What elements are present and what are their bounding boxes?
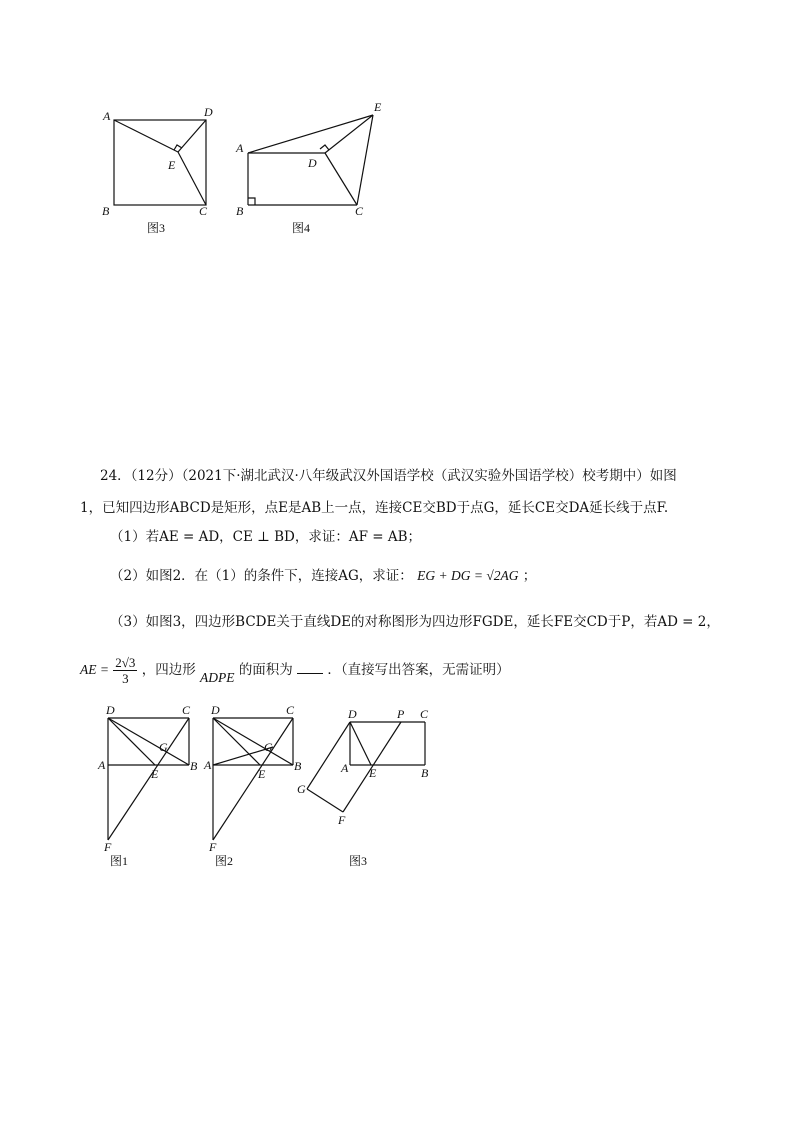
label-c: C	[286, 703, 295, 717]
label-d: D	[348, 707, 357, 721]
label-e: E	[168, 158, 176, 172]
label-g: G	[264, 740, 273, 754]
label-d: D	[106, 703, 115, 717]
label-e: E	[258, 767, 266, 781]
question-2-text: （2）如图2．在（1）的条件下，连接AG，求证：	[110, 568, 413, 584]
segment-dg	[307, 722, 350, 789]
figure-4	[235, 100, 382, 235]
figure-3-reflection	[297, 707, 429, 868]
label-c: C	[420, 707, 429, 721]
area-text: 的面积为	[238, 662, 293, 678]
label-g: G	[297, 782, 306, 796]
problem-header: 24．（12分）（2021下·湖北武汉·八年级武汉外国语学校（武汉实验外国语学校）校考期中）如图	[100, 468, 677, 484]
segment-cf	[108, 718, 189, 840]
bottom-figures	[95, 700, 455, 875]
segment-dc	[325, 153, 357, 205]
question-1: （1）若AE = AD，CE ⊥ BD，求证：AF = AB；	[110, 529, 422, 545]
label-g: G	[159, 740, 168, 754]
label-d: D	[308, 156, 317, 170]
segment-de	[325, 115, 373, 153]
quad-prefix: ，四边形	[141, 662, 196, 678]
figure-1-caption: 图1	[110, 854, 129, 868]
figure-2	[203, 703, 302, 868]
label-c: C	[355, 204, 364, 218]
segment-de	[178, 120, 206, 152]
figure-1	[97, 703, 198, 868]
quad-name: ADPE	[200, 670, 235, 685]
segment-cf	[213, 718, 293, 840]
segment-de	[350, 722, 371, 765]
figure-3-caption: 图3	[147, 221, 166, 235]
label-d: D	[211, 703, 220, 717]
answer-blank[interactable]	[297, 661, 323, 674]
segment-ae	[114, 120, 178, 152]
label-c: C	[199, 204, 208, 218]
figure-3-caption: 图3	[349, 854, 368, 868]
figure-2-caption: 图2	[215, 854, 234, 868]
segment-gf	[307, 789, 343, 812]
fraction-denominator: 3	[122, 671, 129, 686]
label-b: B	[102, 204, 110, 218]
question-3: （3）如图3，四边形BCDE关于直线DE的对称图形为四边形FGDE，延长FE交CD于P，若AD = 2，	[110, 614, 720, 630]
label-f: F	[104, 840, 112, 854]
problem-intro: 1，已知四边形ABCD是矩形，点E是AB上一点，连接CE交BD于点G，延长CE交DA延长线于点F.	[80, 500, 669, 516]
label-e: E	[374, 100, 382, 114]
right-angle-b	[248, 198, 255, 205]
segment-ae	[248, 115, 373, 153]
label-a: A	[236, 141, 244, 155]
question-2	[110, 566, 536, 586]
square-abcd	[114, 120, 206, 205]
label-e: E	[151, 767, 159, 781]
label-p: P	[397, 707, 405, 721]
label-d: D	[204, 105, 213, 119]
label-a: A	[204, 758, 212, 772]
question-3-cont	[80, 655, 510, 686]
label-f: F	[338, 813, 346, 827]
top-figures	[95, 95, 395, 245]
ae-label: AE =	[80, 662, 109, 677]
label-b: B	[421, 766, 429, 780]
figure-3-square	[102, 105, 213, 235]
label-c: C	[182, 703, 191, 717]
label-a: A	[103, 109, 111, 123]
label-a: A	[98, 758, 106, 772]
segment-ec	[178, 152, 206, 205]
right-angle-d	[320, 145, 329, 150]
label-b: B	[190, 759, 198, 773]
question-3-end: ．（直接写出答案，无需证明）	[327, 662, 510, 678]
label-b: B	[236, 204, 244, 218]
segment-ec	[357, 115, 373, 205]
label-e: E	[369, 766, 377, 780]
label-b: B	[294, 759, 302, 773]
figure-4-caption: 图4	[292, 221, 311, 235]
label-f: F	[209, 840, 217, 854]
ae-fraction	[113, 655, 137, 686]
label-a: A	[341, 761, 349, 775]
question-2-end: ；	[522, 568, 537, 584]
question-2-formula: EG + DG = √2AG	[417, 568, 519, 583]
fraction-numerator: 2√3	[115, 655, 136, 670]
